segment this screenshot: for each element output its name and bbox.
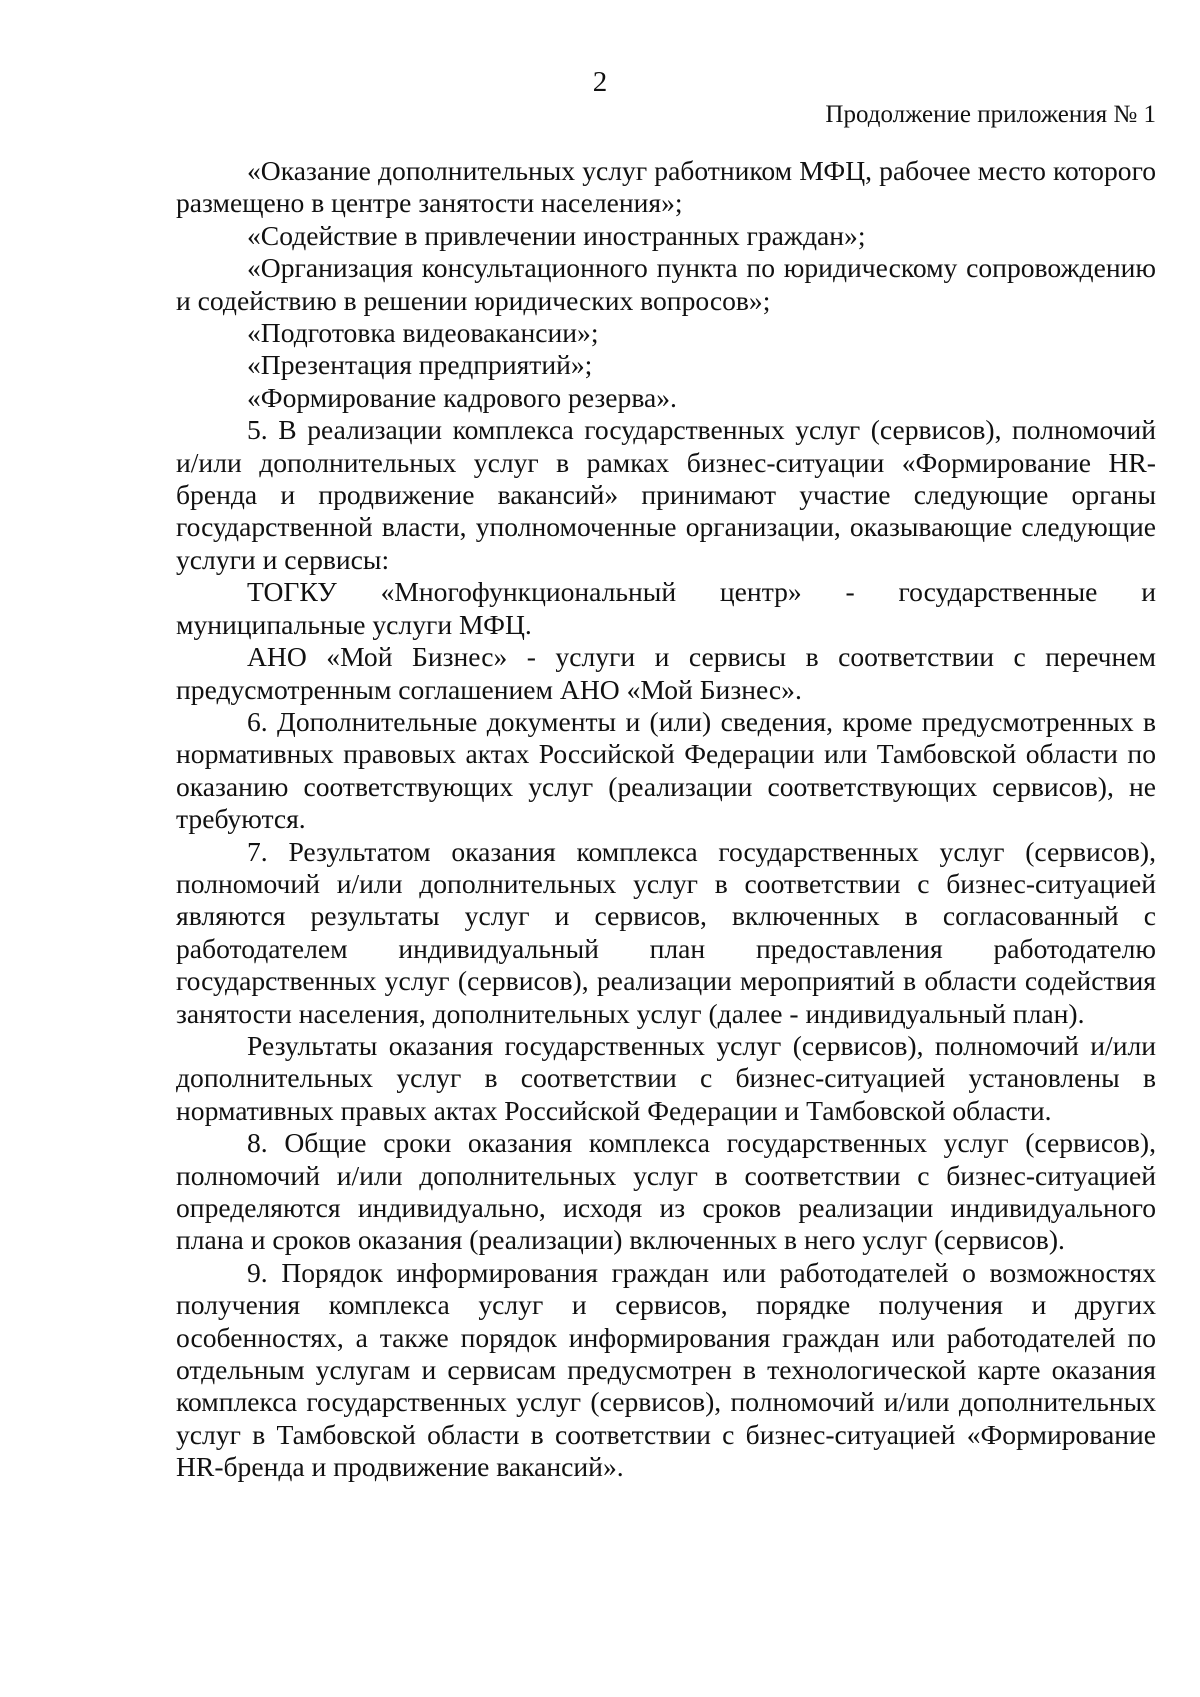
paragraph-item-7: 7. Результатом оказания комплекса государственных услуг (сервисов), полномочий и/или дополнительных услуг в соответствии с бизнес-ситуацией являются результаты услуг и сервисов, включенных в согласованный с работодателем индивидуальный план предоставления работодателю государственных услуг (сервисов), реализации мероприятий в области содействия занятости населения, дополнительных услуг (далее - индивидуальный план).: [176, 835, 1156, 1029]
appendix-continuation-label: Продолжение приложения № 1: [825, 101, 1156, 128]
paragraph-service-foreign-citizens: «Содействие в привлечении иностранных граждан»;: [247, 219, 866, 251]
paragraph-item-9: 9. Порядок информирования граждан или работодателей о возможностях получения комплекса услуг и сервисов, порядке получения и других особенностях, а также порядок информирования граждан или работодателей по отдельным услугам и сервисам предусмотрен в технологической карте оказания комплекса государственных услуг (сервисов), полномочий и/или дополнительных услуг в Тамбовской области в соответствии с бизнес-ситуацией «Формирование HR-бренда и продвижение вакансий».: [176, 1256, 1156, 1483]
paragraph-togku-mfc: ТОГКУ «Многофункциональный центр» - государственные и муниципальные услуги МФЦ.: [176, 576, 1156, 640]
page-number: 2: [592, 66, 608, 98]
paragraph-ano-my-business: АНО «Мой Бизнес» - услуги и сервисы в соответствии с перечнем предусмотренным соглашением АНО «Мой Бизнес».: [176, 641, 1156, 705]
paragraph-service-personnel-reserve: «Формирование кадрового резерва».: [247, 381, 677, 413]
paragraph-service-company-presentation: «Презентация предприятий»;: [247, 349, 593, 381]
paragraph-item-6: 6. Дополнительные документы и (или) сведения, кроме предусмотренных в нормативных правовых актах Российской Федерации или Тамбовской области по оказанию соответствующих услуг (реализации соответствующих сервисов), не требуются.: [176, 705, 1156, 835]
paragraph-service-legal-consulting: «Организация консультационного пункта по юридическому сопровождению и содействию в решении юридических вопросов»;: [176, 252, 1156, 316]
paragraph-service-video-vacancy: «Подготовка видеовакансии»;: [247, 317, 599, 349]
document-body: [176, 155, 1156, 1484]
paragraph-item-8: 8. Общие сроки оказания комплекса государственных услуг (сервисов), полномочий и/или дополнительных услуг в соответствии с бизнес-ситуацией определяются индивидуально, исходя из сроков реализации индивидуального плана и сроков оказания (реализации) включенных в него услуг (сервисов).: [176, 1127, 1156, 1256]
paragraph-results: Результаты оказания государственных услуг (сервисов), полномочий и/или дополнительных услуг в соответствии с бизнес-ситуацией установлены в нормативных правых актах Российской Федерации и Тамбовской области.: [176, 1029, 1156, 1126]
paragraph-service-mfc-worker: «Оказание дополнительных услуг работником МФЦ, рабочее место которого размещено в центре занятости населения»;: [176, 155, 1156, 219]
paragraph-item-5: 5. В реализации комплекса государственных услуг (сервисов), полномочий и/или дополнительных услуг в рамках бизнес-ситуации «Формирование HR-бренда и продвижение вакансий» принимают участие следующие органы государственной власти, уполномоченные организации, оказывающие следующие услуги и сервисы:: [176, 414, 1156, 575]
